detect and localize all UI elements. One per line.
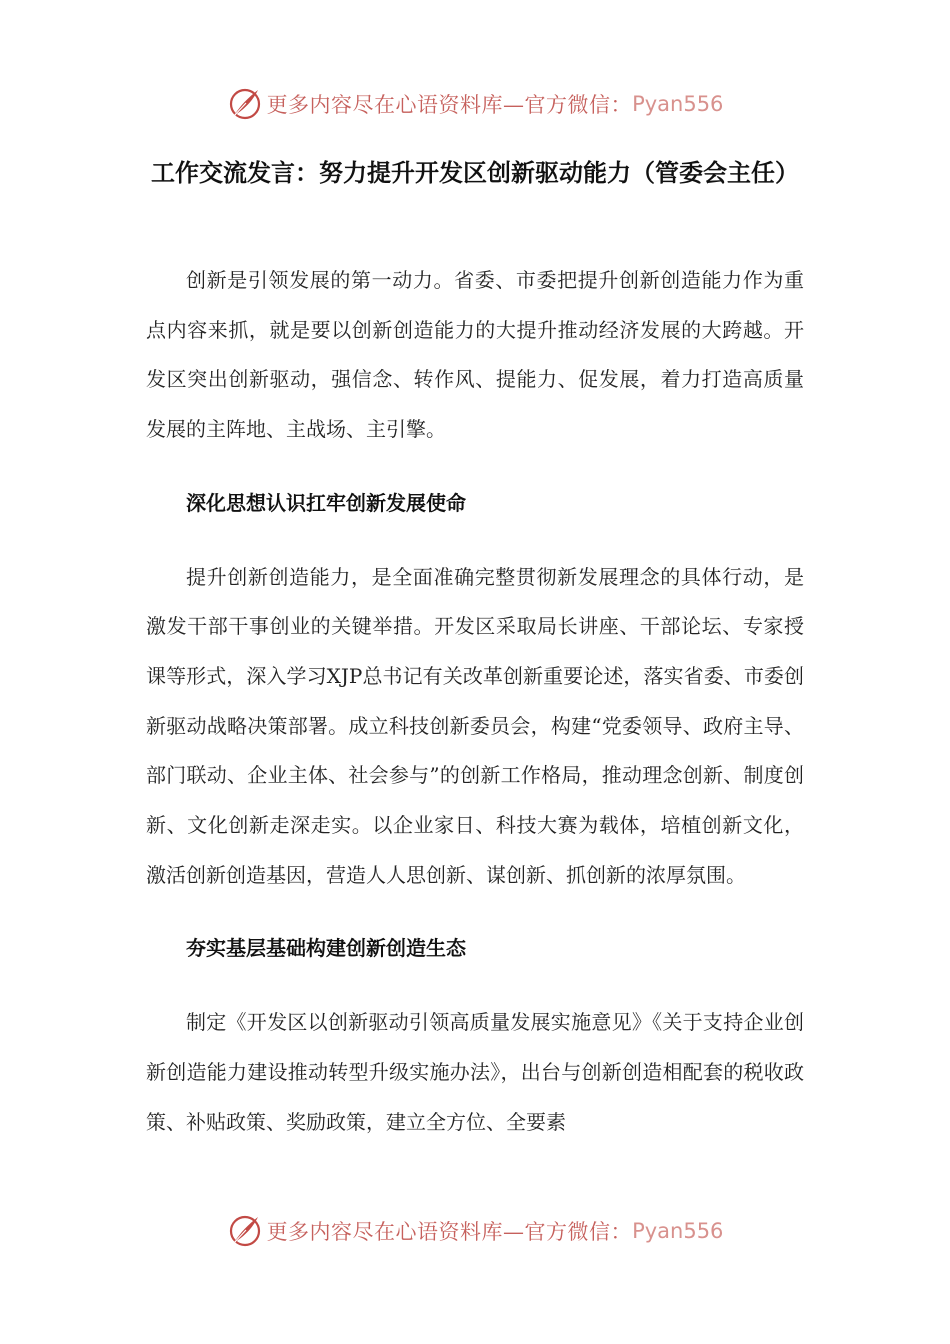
quill-pen-logo-icon <box>227 86 263 122</box>
banner-contact: Pyan556 <box>632 1219 724 1243</box>
section-heading-1: 深化思想认识扛牢创新发展使命 <box>186 490 466 515</box>
quill-pen-logo-icon <box>227 1213 263 1249</box>
banner-contact: Pyan556 <box>632 92 724 116</box>
document-title: 工作交流发言：努力提升开发区创新驱动能力（管委会主任） <box>151 159 799 187</box>
section-paragraph-2: 制定《开发区以创新驱动引领高质量发展实施意见》《关于支持企业创新创造能力建设推动转型升级实施办法》，出台与创新创造相配套的税收政策、补贴政策、奖励政策，建立全方位、全要素 <box>146 1010 804 1134</box>
intro-paragraph: 创新是引领发展的第一动力。省委、市委把提升创新创造能力作为重点内容来抓，就是要以创新创造能力的大提升推动经济发展的大跨越。开发区突出创新驱动，强信念、转作风、提能力、促发展，着力打造高质量发展的主阵地、主战场、主引擎。 <box>146 268 804 442</box>
section-heading-2: 夯实基层基础构建创新创造生态 <box>186 936 466 961</box>
document-body <box>146 256 804 1147</box>
section-paragraph-1: 提升创新创造能力，是全面准确完整贯彻新发展理念的具体行动，是激发干部干事创业的关键举措。开发区采取局长讲座、干部论坛、专家授课等形式，深入学习XJP总书记有关改革创新重要论述，落实省委、市委创新驱动战略决策部署。成立科技创新委员会，构建“党委领导、政府主导、部门联动、企业主体、社会参与”的创新工作格局，推动理念创新、制度创新、文化创新走深走实。以企业家日、科技大赛为载体，培植创新文化，激活创新创造基因，营造人人思创新、谋创新、抓创新的浓厚氛围。 <box>146 564 804 887</box>
footer-banner <box>0 1211 950 1251</box>
header-banner <box>0 84 950 124</box>
banner-text: 更多内容尽在心语资料库—官方微信： <box>266 93 633 117</box>
banner-text: 更多内容尽在心语资料库—官方微信： <box>266 1220 633 1244</box>
